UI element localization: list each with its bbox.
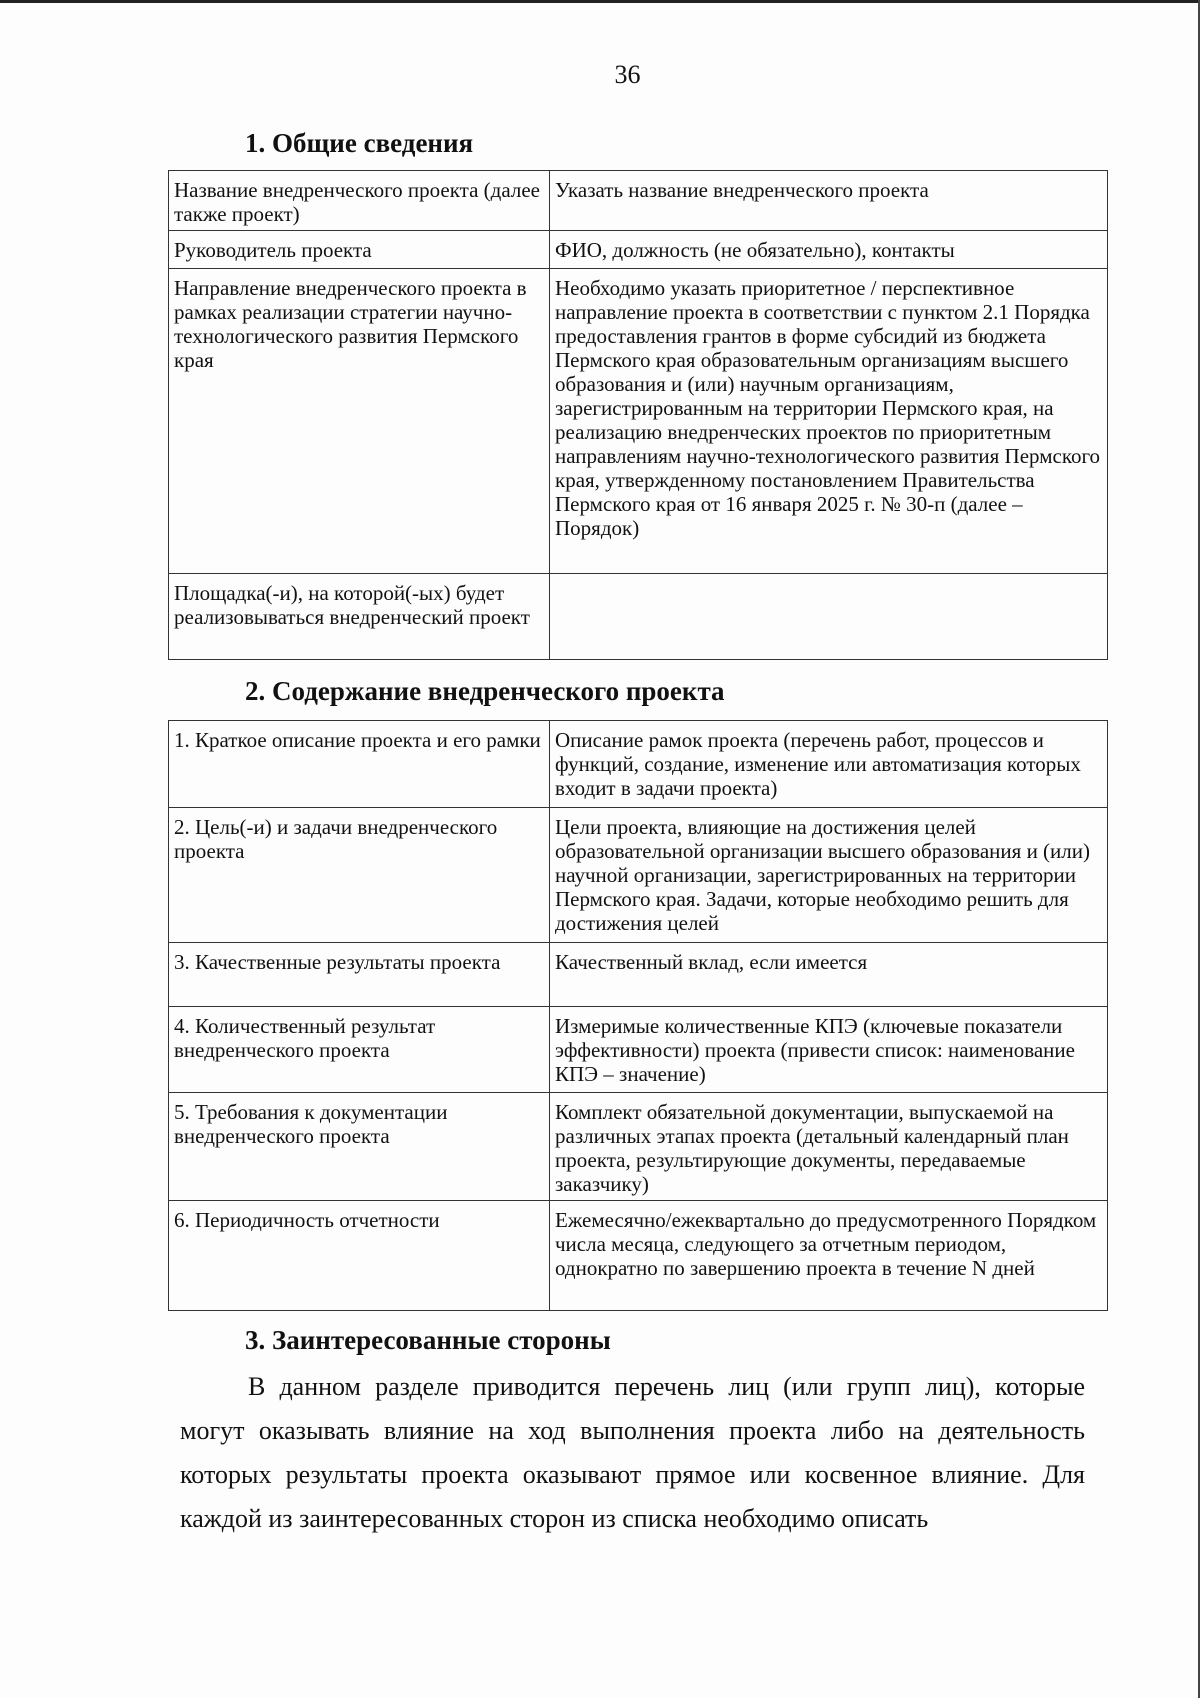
section-2-title: 2. Содержание внедренческого проекта (245, 676, 725, 706)
table-row (169, 1201, 1108, 1311)
row-label: 2. Цель(-и) и задачи внедренческого проекта (169, 808, 550, 943)
table-row (169, 1093, 1108, 1201)
row-value: Указать название внедренческого проекта (550, 171, 1108, 231)
general-info-table (168, 170, 1108, 660)
table-row (169, 574, 1108, 660)
page-number: 36 (614, 60, 641, 89)
table-row (169, 721, 1108, 808)
row-value: Измеримые количественные КПЭ (ключевые показатели эффективности) проекта (привести список: наименование КПЭ – значение) (550, 1007, 1108, 1093)
stakeholders-paragraph (180, 1365, 1085, 1541)
table-row (169, 269, 1108, 574)
section-3-title: 3. Заинтересованные стороны (245, 1325, 611, 1355)
row-label: 3. Качественные результаты проекта (169, 943, 550, 1007)
table-row (169, 1007, 1108, 1093)
row-value (550, 574, 1108, 660)
row-value: Необходимо указать приоритетное / перспективное направление проекта в соответствии с пунктом 2.1 Порядка предоставления грантов в форме субсидий из бюджета Пермского края образовательным организациям высшего образования и (или) научным организациям, зарегистрированным на территории Пермского края, на реализацию внедренческих проектов по приоритетным направлениям научно-технологического развития Пермского края, утвержденному постановлением Правительства Пермского края от 16 января 2025 г. № 30-п (далее – Порядок) (550, 269, 1108, 574)
row-value: Цели проекта, влияющие на достижения целей образовательной организации высшего образования и (или) научной организации, зарегистрированных на территории Пермского края. Задачи, которые необходимо решить для достижения целей (550, 808, 1108, 943)
row-label: Направление внедренческого проекта в рамках реализации стратегии научно-технологического развития Пермского края (169, 269, 550, 574)
row-label: 1. Краткое описание проекта и его рамки (169, 721, 550, 808)
row-value: ФИО, должность (не обязательно), контакты (550, 231, 1108, 269)
table-row (169, 808, 1108, 943)
row-label: Площадка(-и), на которой(-ых) будет реализовываться внедренческий проект (169, 574, 550, 660)
row-value: Качественный вклад, если имеется (550, 943, 1108, 1007)
table-row (169, 943, 1108, 1007)
page-top-border (0, 0, 1200, 3)
row-label: 5. Требования к документации внедренческого проекта (169, 1093, 550, 1201)
table-row (169, 231, 1108, 269)
row-value: Комплект обязательной документации, выпускаемой на различных этапах проекта (детальный календарный план проекта, результирующие документы, передаваемые заказчику) (550, 1093, 1108, 1201)
table-row (169, 171, 1108, 231)
row-label: Руководитель проекта (169, 231, 550, 269)
row-label: 6. Периодичность отчетности (169, 1201, 550, 1311)
paragraph-text: В данном разделе приводится перечень лиц (или групп лиц), которые могут оказывать влияние на ход выполнения проекта либо на деятельность которых результаты проекта оказывают прямое или косвенное влияние. Для каждой из заинтересованных сторон из списка необходимо описать (180, 1372, 1085, 1533)
row-value: Ежемесячно/ежеквартально до предусмотренного Порядком числа месяца, следующего за отчетным периодом, однократно по завершению проекта в течение N дней (550, 1201, 1108, 1311)
row-label: Название внедренческого проекта (далее также проект) (169, 171, 550, 231)
row-label: 4. Количественный результат внедренческого проекта (169, 1007, 550, 1093)
project-content-table (168, 720, 1108, 1311)
section-1-title: 1. Общие сведения (245, 128, 474, 158)
row-value: Описание рамок проекта (перечень работ, процессов и функций, создание, изменение или автоматизация которых входит в задачи проекта) (550, 721, 1108, 808)
